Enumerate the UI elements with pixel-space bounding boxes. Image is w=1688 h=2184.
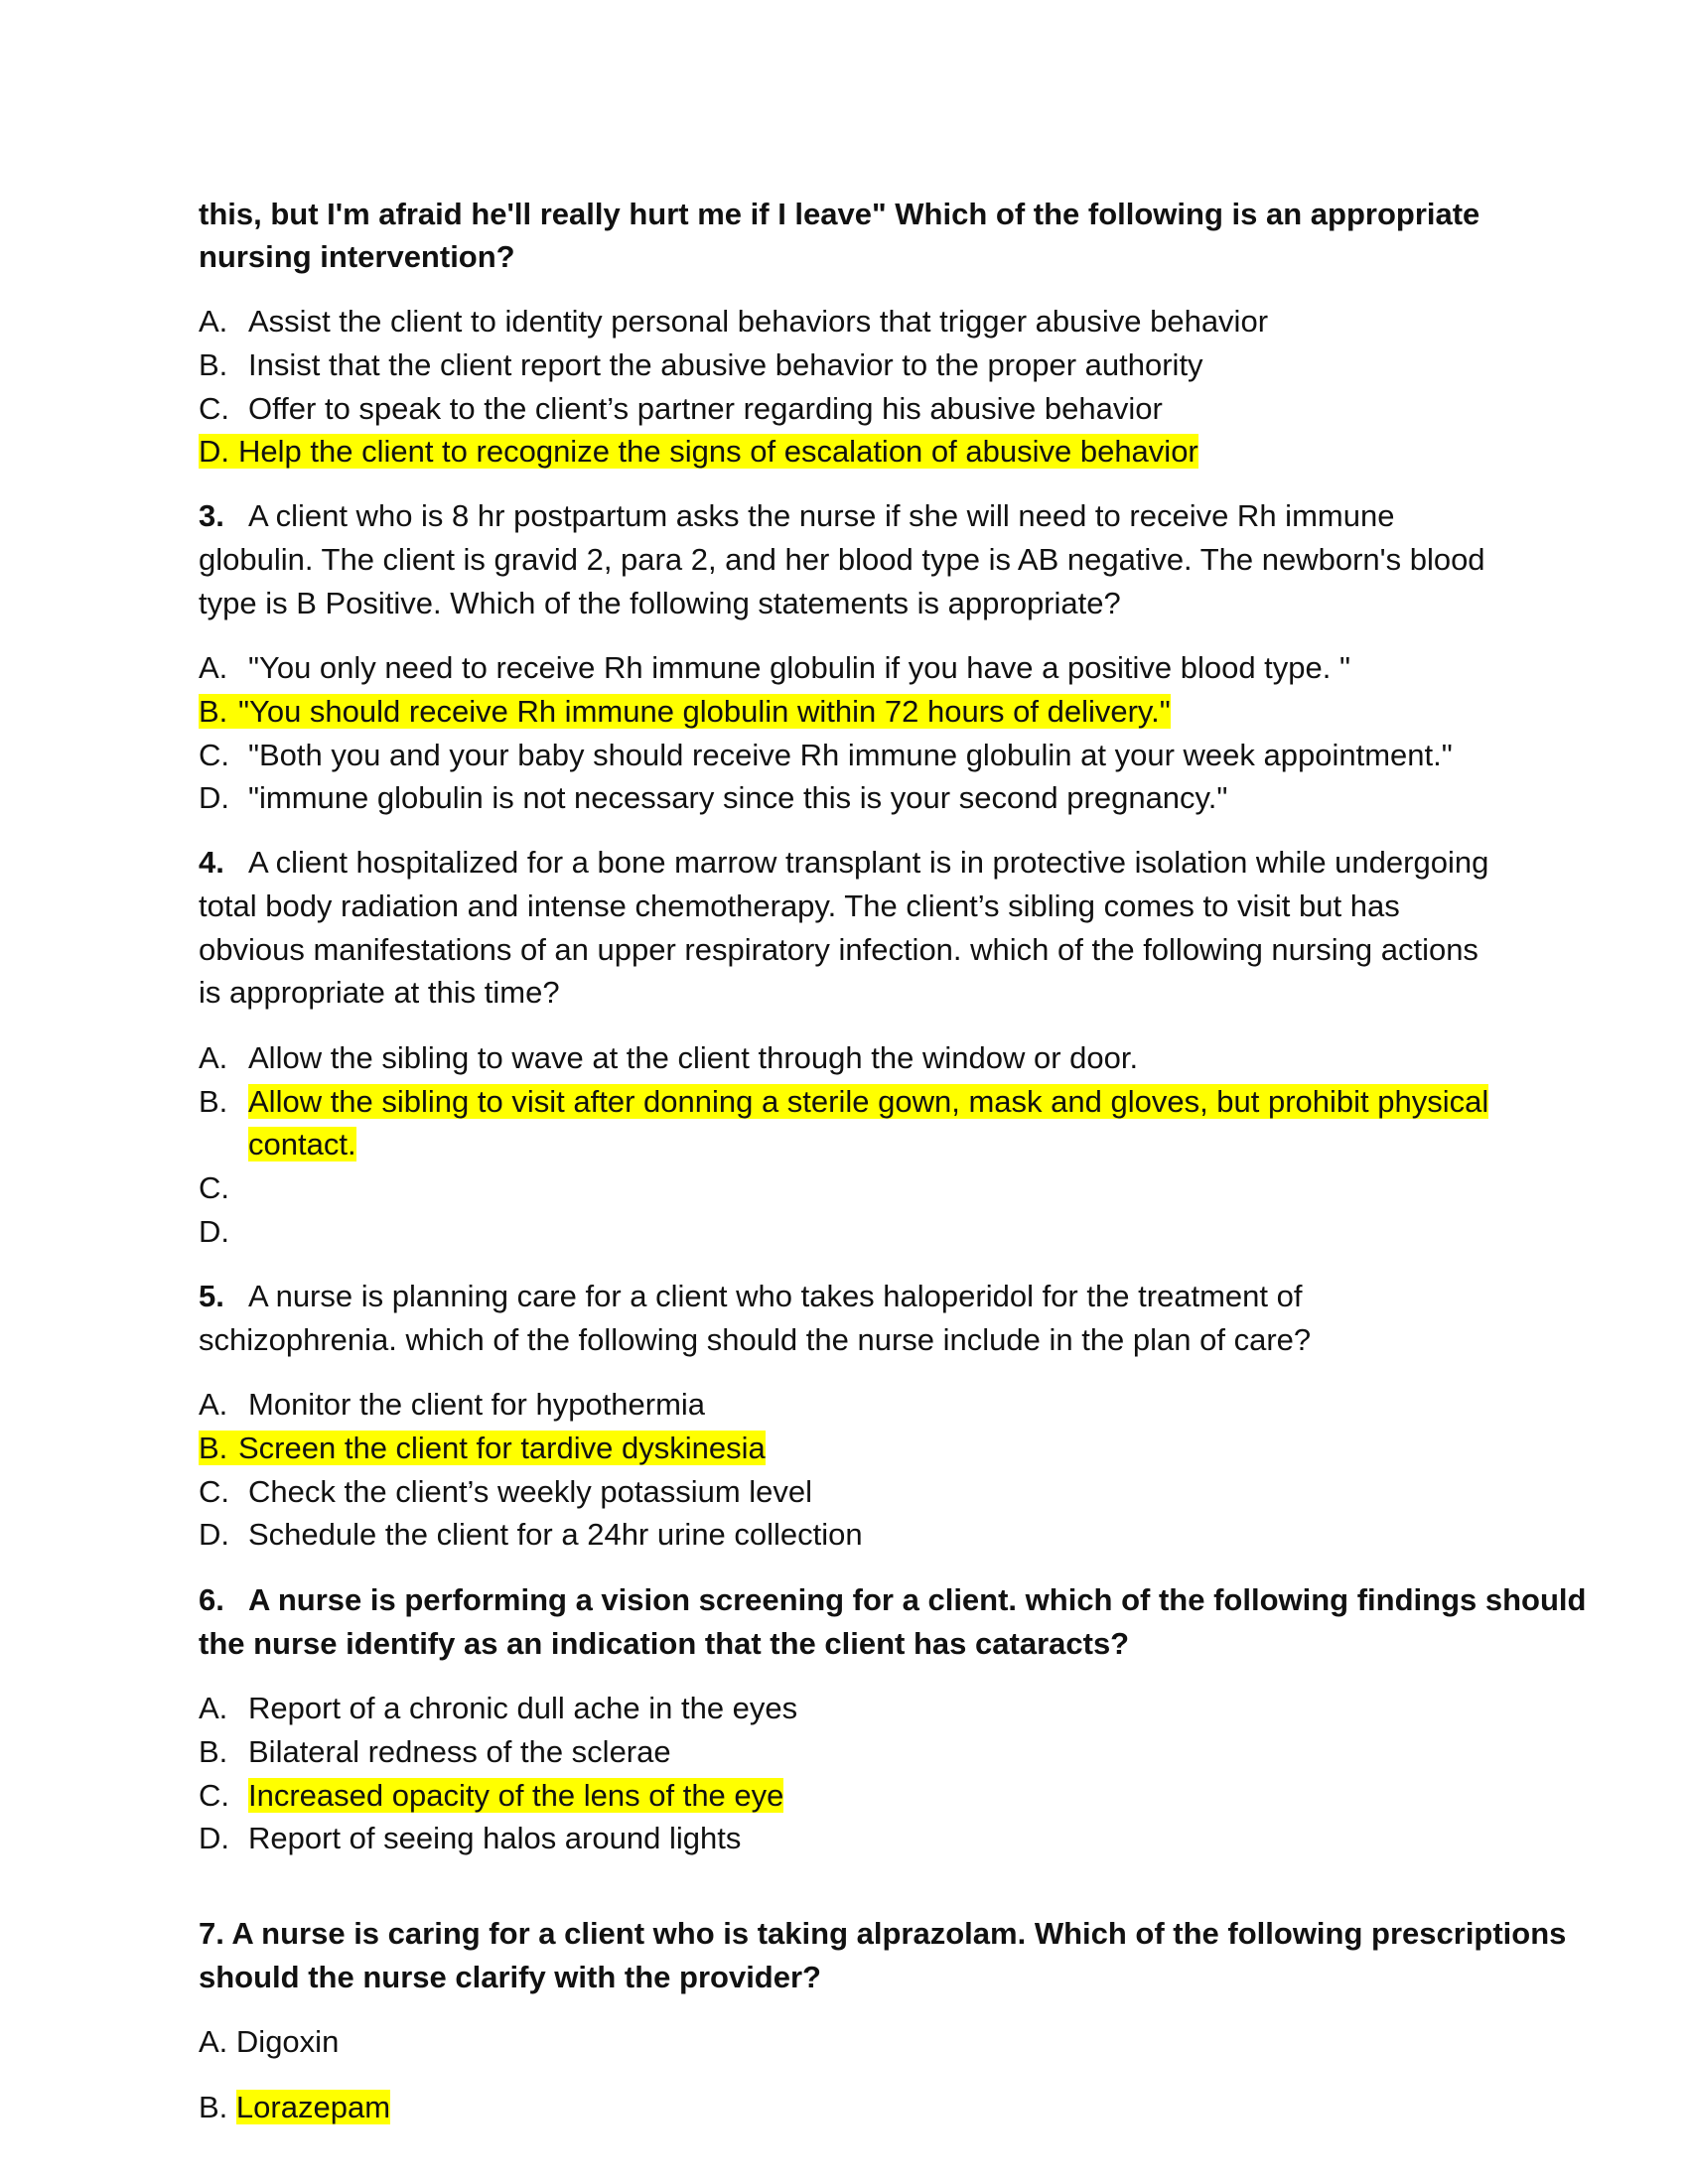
option-label: D. [199,434,229,469]
question-number: 6. [199,1582,224,1617]
question-stem: total body radiation and intense chemotherapy. The client’s sibling comes to visit but has [199,888,1400,923]
question-stem [199,841,1488,885]
question-stem [199,1275,1303,1318]
answer-option [199,1730,671,1774]
option-label: B. [199,2090,228,2124]
option-text: Report of seeing halos around lights [248,1821,742,1855]
question-stem: schizophrenia. which of the following should the nurse include in the plan of care? [199,1322,1312,1357]
question-stem: globulin. The client is gravid 2, para 2, and her blood type is AB negative. The newborn's blood [199,542,1485,577]
answer-option [199,1817,741,1860]
option-text: "Both you and your baby should receive Rh immune globulin at your week appointment." [248,738,1453,772]
question-stem [199,494,1394,538]
option-label: C. [199,1778,229,1813]
answer-option-correct [199,690,1171,734]
question-stem: this, but I'm afraid he'll really hurt me if I leave" Which of the following is an appropriate [199,197,1480,231]
option-label: C. [199,391,229,426]
answer-option [199,1383,705,1427]
option-text: Help the client to recognize the signs of escalation of abusive behavior [238,434,1198,469]
answer-option [199,1166,248,1210]
option-label: D. [199,1214,229,1249]
answer-option [199,776,1227,820]
option-label: B. [199,694,228,729]
question-stem [199,1578,1586,1622]
question-stem-text: A client hospitalized for a bone marrow transplant is in protective isolation while undergoing [248,845,1489,880]
answer-option-correct [199,1080,1488,1124]
highlighted-answer: Increased opacity of the lens of the eye [248,1778,784,1813]
option-text: Bilateral redness of the sclerae [248,1734,671,1769]
highlighted-answer [199,694,1171,729]
option-text: Offer to speak to the client’s partner regarding his abusive behavior [248,391,1163,426]
answer-option [199,387,1163,431]
option-label: A. [199,2024,228,2059]
question-stem: type is B Positive. Which of the following statements is appropriate? [199,586,1121,620]
option-text: Monitor the client for hypothermia [248,1387,706,1422]
highlighted-answer: Lorazepam [235,2090,391,2124]
option-label: A. [199,304,228,339]
option-text: Allow the sibling to wave at the client through the window or door. [248,1040,1139,1075]
answer-option [199,343,1203,387]
option-text: "You only need to receive Rh immune globulin if you have a positive blood type. " [248,650,1350,685]
question-stem: is appropriate at this time? [199,975,560,1010]
option-text: Schedule the client for a 24hr urine collection [248,1517,863,1552]
answer-option-correct [199,2086,390,2129]
option-label: D. [199,1517,229,1552]
answer-option-correct [199,1427,766,1470]
option-label: B. [199,1084,228,1119]
answer-option [199,2020,339,2064]
option-label: B. [199,1431,228,1465]
highlighted-answer: contact. [248,1127,356,1161]
question-stem: obvious manifestations of an upper respiratory infection. which of the following nursing actions [199,932,1478,967]
answer-option-correct [199,430,1198,474]
option-label: A. [199,650,228,685]
question-number: 4. [199,845,224,880]
answer-option [199,646,1350,690]
answer-option [199,1513,863,1557]
answer-option [199,300,1268,343]
question-stem: the nurse identify as an indication that the client has cataracts? [199,1626,1130,1661]
answer-option [199,1036,1138,1080]
option-text: Assist the client to identity personal behaviors that trigger abusive behavior [248,304,1269,339]
answer-option-correct [199,1774,783,1818]
question-stem: nursing intervention? [199,239,515,274]
option-label: A. [199,1691,228,1725]
question-number: 5. [199,1279,224,1313]
option-text: Screen the client for tardive dyskinesia [238,1431,766,1465]
option-label: D. [199,1821,229,1855]
answer-option [199,1210,248,1254]
answer-option-continuation [248,1123,356,1166]
question-stem: should the nurse clarify with the provider? [199,1960,821,1994]
question-stem: 7. A nurse is caring for a client who is taking alprazolam. Which of the following prescriptions [199,1916,1567,1951]
option-label: C. [199,1170,229,1205]
option-label: B. [199,347,228,382]
question-stem-text: A nurse is performing a vision screening for a client. which of the following findings should [248,1582,1587,1617]
option-text: "You should receive Rh immune globulin within 72 hours of delivery." [238,694,1171,729]
option-label: C. [199,1474,229,1509]
highlighted-answer: Allow the sibling to visit after donning a sterile gown, mask and gloves, but prohibit physical [248,1084,1489,1119]
option-label: D. [199,780,229,815]
option-text: Report of a chronic dull ache in the eyes [248,1691,798,1725]
option-text: Check the client’s weekly potassium level [248,1474,813,1509]
option-text: Digoxin [235,2024,340,2059]
answer-option [199,1470,812,1514]
highlighted-answer [199,434,1198,469]
question-stem-text: A client who is 8 hr postpartum asks the nurse if she will need to receive Rh immune [248,498,1395,533]
answer-option [199,734,1453,777]
option-label: A. [199,1387,228,1422]
option-label: C. [199,738,229,772]
question-number: 3. [199,498,224,533]
option-text: Insist that the client report the abusive behavior to the proper authority [248,347,1203,382]
option-label: A. [199,1040,228,1075]
question-stem-text: A nurse is planning care for a client who takes haloperidol for the treatment of [248,1279,1303,1313]
answer-option [199,1687,797,1730]
highlighted-answer [199,1431,766,1465]
option-label: B. [199,1734,228,1769]
option-text: "immune globulin is not necessary since this is your second pregnancy." [248,780,1228,815]
